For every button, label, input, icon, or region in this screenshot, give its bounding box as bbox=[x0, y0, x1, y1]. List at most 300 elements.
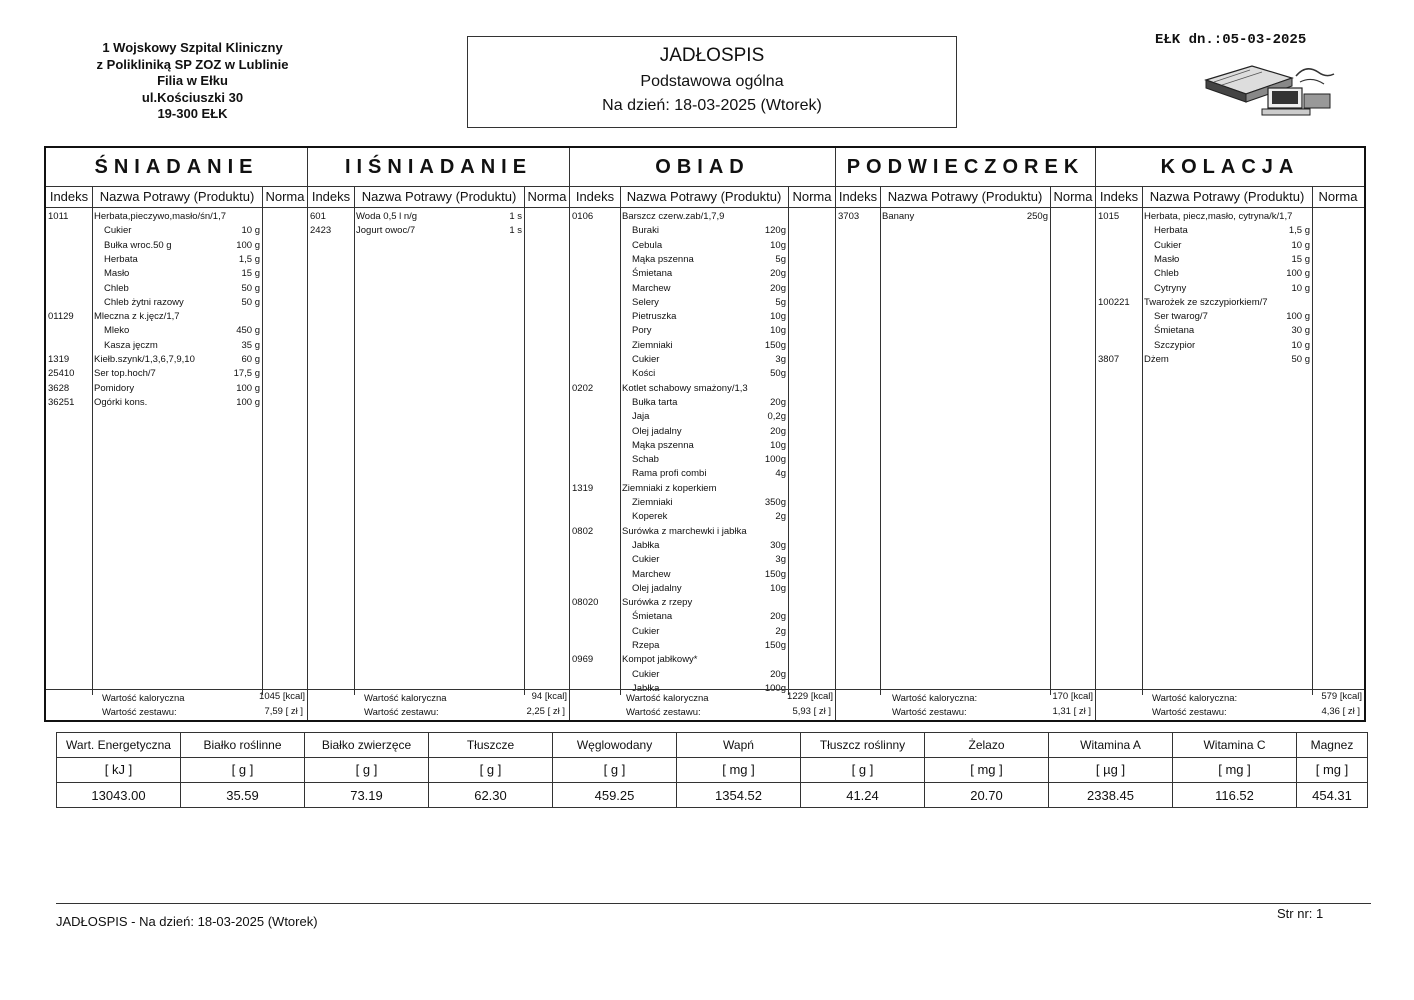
ingredient-name: Chleb bbox=[104, 282, 129, 294]
dish-name: Surówka z marchewki i jabłka bbox=[622, 525, 747, 537]
menu-row bbox=[570, 582, 835, 596]
dish-name: Twarożek ze szczypiorkiem/7 bbox=[1144, 296, 1268, 308]
item-index: 1319 bbox=[572, 482, 594, 494]
footer-title: JADŁOSPIS - Na dzień: 18-03-2025 (Wtorek) bbox=[56, 914, 318, 929]
calorie-value: 170 [kcal] bbox=[1052, 691, 1093, 702]
item-norm: 10g bbox=[770, 582, 786, 594]
nutrient-value: 1354.52 bbox=[715, 788, 762, 803]
item-norm: 3g bbox=[775, 554, 786, 566]
nutrient-value: 454.31 bbox=[1312, 788, 1352, 803]
menu-row bbox=[570, 282, 835, 296]
footer-divider bbox=[56, 903, 1371, 904]
cost-value: 7,59 [ zł ] bbox=[264, 706, 303, 717]
ingredient-name: Kości bbox=[632, 368, 656, 380]
column-header-norm: Norma bbox=[1050, 186, 1096, 208]
item-index: 0106 bbox=[572, 211, 594, 222]
calorie-label: Wartość kaloryczna bbox=[102, 693, 185, 704]
ingredient-name: Chleb bbox=[1154, 268, 1179, 280]
item-norm: 100 g bbox=[236, 382, 260, 394]
nutrient-value: 2338.45 bbox=[1087, 788, 1134, 803]
item-norm: 100 g bbox=[1286, 268, 1310, 280]
nutrient-unit: [ kJ ] bbox=[57, 758, 180, 783]
item-norm: 5g bbox=[775, 253, 786, 265]
menu-row bbox=[46, 296, 307, 310]
item-norm: 30 g bbox=[1291, 325, 1310, 337]
nutrient-label: Wart. Energetyczna bbox=[57, 733, 180, 758]
nutrient-label: Tłuszcze bbox=[429, 733, 552, 758]
meal-summary bbox=[570, 689, 835, 720]
item-norm: 10 g bbox=[241, 225, 260, 237]
menu-row bbox=[570, 324, 835, 338]
item-index: 01129 bbox=[48, 311, 74, 323]
nutrient-unit: [ mg ] bbox=[1297, 758, 1367, 783]
item-index: 1319 bbox=[48, 354, 70, 365]
item-norm: 17,5 g bbox=[233, 368, 260, 380]
ingredient-name: Masło bbox=[1154, 253, 1180, 265]
dish-name: Ser top.hoch/7 bbox=[94, 368, 156, 380]
calorie-label: Wartość kaloryczna: bbox=[1152, 693, 1238, 704]
meal-title: ŚNIADANIE bbox=[46, 148, 307, 187]
menu-row bbox=[1096, 253, 1364, 267]
column-header-norm: Norma bbox=[262, 186, 308, 208]
item-norm: 15 g bbox=[241, 268, 260, 280]
item-norm: 10g bbox=[770, 239, 786, 251]
ingredient-name: Mleko bbox=[104, 325, 130, 337]
dish-name: Woda 0,5 l n/g bbox=[356, 211, 418, 222]
nutrient-cell bbox=[305, 733, 429, 807]
meal-section bbox=[570, 148, 836, 720]
column-divider bbox=[880, 186, 881, 695]
ingredient-name: Bułka tarta bbox=[632, 396, 678, 408]
dish-name: Barszcz czerw.zab/1,7,9 bbox=[622, 211, 725, 222]
item-norm: 50 g bbox=[1291, 354, 1310, 365]
menu-row bbox=[570, 510, 835, 524]
nutrient-unit: [ mg ] bbox=[677, 758, 800, 783]
ingredient-name: Śmietana bbox=[632, 268, 673, 280]
nutrient-value: 459.25 bbox=[594, 788, 635, 803]
nutrient-label: Witamina C bbox=[1173, 733, 1296, 758]
column-header-index: Indeks bbox=[570, 186, 620, 208]
menu-row bbox=[570, 668, 835, 682]
item-norm: 120g bbox=[764, 225, 786, 237]
ingredient-name: Śmietana bbox=[632, 611, 673, 623]
nutrient-unit: [ g ] bbox=[801, 758, 924, 783]
column-header-name: Nazwa Potrawy (Produktu) bbox=[1142, 186, 1312, 208]
menu-row bbox=[570, 439, 835, 453]
item-norm: 10g bbox=[770, 439, 786, 451]
menu-row bbox=[570, 467, 835, 481]
item-index: 0802 bbox=[572, 525, 594, 537]
ingredient-name: Cukier bbox=[1154, 239, 1182, 251]
menu-row bbox=[1096, 224, 1364, 238]
ingredient-name: Ser twarog/7 bbox=[1154, 311, 1208, 323]
ingredient-name: Cukier bbox=[632, 625, 660, 637]
item-norm: 4g bbox=[775, 468, 786, 480]
menu-row bbox=[836, 210, 1095, 224]
column-header-index: Indeks bbox=[1096, 186, 1142, 208]
menu-row bbox=[308, 224, 569, 238]
document-title: JADŁOSPIS bbox=[659, 45, 765, 66]
ingredient-name: Ziemniaki bbox=[632, 497, 673, 508]
ingredient-name: Cukier bbox=[632, 668, 660, 680]
cost-label: Wartość zestawu: bbox=[102, 707, 177, 718]
item-norm: 10 g bbox=[1291, 239, 1310, 251]
nutrient-value: 13043.00 bbox=[91, 788, 146, 803]
nutrient-unit: [ mg ] bbox=[925, 758, 1048, 783]
nutrient-value: 73.19 bbox=[350, 788, 383, 803]
item-index: 3807 bbox=[1098, 354, 1120, 365]
item-norm: 20g bbox=[770, 668, 786, 680]
column-divider bbox=[524, 186, 525, 695]
nutrient-unit: [ g ] bbox=[305, 758, 428, 783]
meal-title: PODWIECZOREK bbox=[836, 148, 1095, 187]
item-index: 2423 bbox=[310, 225, 332, 237]
ingredient-name: Koperek bbox=[632, 511, 668, 523]
menu-row bbox=[570, 224, 835, 238]
item-norm: 100 g bbox=[236, 239, 260, 251]
dish-name: Kompot jabłkowy* bbox=[622, 654, 698, 666]
meal-title: KOLACJA bbox=[1096, 148, 1364, 187]
nutrient-unit: [ g ] bbox=[553, 758, 676, 783]
nutrient-value: 20.70 bbox=[970, 788, 1003, 803]
column-header-index: Indeks bbox=[836, 186, 880, 208]
ingredient-name: Mąka pszenna bbox=[632, 253, 694, 265]
ingredient-name: Cukier bbox=[632, 554, 660, 566]
ingredient-name: Pory bbox=[632, 325, 652, 337]
menu-row bbox=[570, 610, 835, 624]
dish-name: Herbata, piecz,masło, cytryna/k/1,7 bbox=[1144, 211, 1293, 222]
item-norm: 20g bbox=[770, 396, 786, 408]
item-norm: 20g bbox=[770, 268, 786, 280]
dish-name: Pomidory bbox=[94, 382, 135, 394]
menu-row bbox=[46, 239, 307, 253]
ingredient-name: Chleb żytni razowy bbox=[104, 296, 184, 308]
item-norm: 10 g bbox=[1291, 282, 1310, 294]
nutrient-label: Wapń bbox=[677, 733, 800, 758]
menu-row bbox=[1096, 296, 1364, 310]
menu-row bbox=[570, 239, 835, 253]
ingredient-name: Cebula bbox=[632, 239, 663, 251]
item-norm: 250g bbox=[1026, 211, 1048, 222]
cost-value: 5,93 [ zł ] bbox=[792, 706, 831, 717]
dish-name: Ogórki kons. bbox=[94, 396, 148, 408]
item-norm: 1,5 g bbox=[238, 253, 260, 265]
menu-row bbox=[570, 639, 835, 653]
nutrient-label: Witamina A bbox=[1049, 733, 1172, 758]
meal-summary bbox=[836, 689, 1095, 720]
menu-row bbox=[570, 553, 835, 567]
calorie-value: 94 [kcal] bbox=[531, 691, 567, 702]
ingredient-name: Cytryny bbox=[1154, 282, 1187, 294]
column-header-name: Nazwa Potrawy (Produktu) bbox=[354, 186, 524, 208]
item-norm: 1 s bbox=[509, 225, 522, 237]
meal-section bbox=[308, 148, 570, 720]
menu-row bbox=[1096, 267, 1364, 281]
hospital-line: ul.Kościuszki 30 bbox=[141, 89, 244, 105]
column-header-norm: Norma bbox=[788, 186, 836, 208]
ingredient-name: Jabłka bbox=[632, 539, 660, 551]
item-norm: 1 s bbox=[509, 211, 522, 222]
item-norm: 60 g bbox=[241, 354, 260, 365]
diet-name: Podstawowa ogólna bbox=[640, 73, 784, 90]
item-norm: 2g bbox=[775, 625, 786, 637]
ingredient-name: Śmietana bbox=[1154, 325, 1195, 337]
nutrient-cell bbox=[1173, 733, 1297, 807]
ingredient-name: Jaja bbox=[632, 411, 650, 423]
menu-row bbox=[570, 367, 835, 381]
item-index: 25410 bbox=[48, 368, 75, 380]
item-index: 601 bbox=[310, 211, 326, 222]
ingredient-name: Marchew bbox=[632, 282, 671, 294]
menu-row bbox=[570, 410, 835, 424]
item-index: 36251 bbox=[48, 396, 75, 408]
nutrient-cell bbox=[1297, 733, 1367, 807]
ingredient-name: Masło bbox=[104, 268, 130, 280]
menu-row bbox=[570, 296, 835, 310]
item-index: 1015 bbox=[1098, 211, 1120, 222]
ingredient-name: Rzepa bbox=[632, 640, 660, 651]
menu-row bbox=[1096, 339, 1364, 353]
meal-title: OBIAD bbox=[570, 148, 835, 187]
dish-name: Ziemniaki z koperkiem bbox=[622, 482, 717, 494]
item-norm: 35 g bbox=[241, 339, 260, 351]
ingredient-name: Olej jadalny bbox=[632, 582, 682, 594]
menu-row bbox=[570, 482, 835, 496]
menu-row bbox=[570, 210, 835, 224]
calorie-value: 1229 [kcal] bbox=[787, 691, 833, 702]
hospital-line: 19-300 EŁK bbox=[157, 106, 228, 121]
nutrient-label: Białko roślinne bbox=[181, 733, 304, 758]
item-norm: 450 g bbox=[236, 325, 260, 337]
cost-label: Wartość zestawu: bbox=[626, 707, 701, 718]
title-box bbox=[467, 36, 957, 128]
menu-table bbox=[44, 146, 1366, 722]
dish-name: Kiełb.szynk/1,3,6,7,9,10 bbox=[94, 354, 195, 365]
cost-label: Wartość zestawu: bbox=[1152, 707, 1227, 718]
calorie-label: Wartość kaloryczna: bbox=[892, 693, 978, 704]
item-norm: 5g bbox=[775, 296, 786, 308]
nutrient-cell bbox=[429, 733, 553, 807]
column-header-index: Indeks bbox=[46, 186, 92, 208]
nutrient-cell bbox=[677, 733, 801, 807]
menu-row bbox=[46, 367, 307, 381]
menu-row bbox=[46, 382, 307, 396]
menu-row bbox=[308, 210, 569, 224]
column-header-name: Nazwa Potrawy (Produktu) bbox=[620, 186, 788, 208]
item-index: 0202 bbox=[572, 382, 594, 394]
calorie-value: 1045 [kcal] bbox=[259, 691, 305, 702]
menu-row bbox=[46, 339, 307, 353]
menu-row bbox=[46, 210, 307, 224]
ingredient-name: Pietruszka bbox=[632, 311, 677, 323]
nutrient-value: 35.59 bbox=[226, 788, 259, 803]
column-header-norm: Norma bbox=[524, 186, 570, 208]
menu-row bbox=[570, 310, 835, 324]
column-header-name: Nazwa Potrawy (Produktu) bbox=[880, 186, 1050, 208]
item-norm: 10g bbox=[770, 311, 786, 323]
calorie-value: 579 [kcal] bbox=[1321, 691, 1362, 702]
column-header-name: Nazwa Potrawy (Produktu) bbox=[92, 186, 262, 208]
menu-row bbox=[1096, 239, 1364, 253]
item-norm: 3g bbox=[775, 354, 786, 365]
meal-section bbox=[46, 148, 308, 720]
nutrient-value: 62.30 bbox=[474, 788, 507, 803]
menu-row bbox=[570, 539, 835, 553]
ingredient-name: Jabłka bbox=[632, 682, 660, 694]
item-norm: 20g bbox=[770, 282, 786, 294]
item-norm: 10 g bbox=[1291, 339, 1310, 351]
nutrient-label: Węglowodany bbox=[553, 733, 676, 758]
menu-row bbox=[46, 267, 307, 281]
menu-row bbox=[570, 396, 835, 410]
dish-name: Jogurt owoc/7 bbox=[356, 225, 416, 237]
hospital-line: 1 Wojskowy Szpital Kliniczny bbox=[102, 40, 283, 55]
menu-row bbox=[46, 324, 307, 338]
menu-row bbox=[570, 267, 835, 281]
menu-row bbox=[570, 353, 835, 367]
column-header-index: Indeks bbox=[308, 186, 354, 208]
item-norm: 350g bbox=[764, 497, 786, 508]
menu-row bbox=[570, 425, 835, 439]
ingredient-name: Mąka pszenna bbox=[632, 439, 694, 451]
ingredient-name: Cukier bbox=[104, 225, 132, 237]
menu-row bbox=[570, 568, 835, 582]
ingredient-name: Olej jadalny bbox=[632, 425, 682, 437]
item-norm: 1,5 g bbox=[1288, 225, 1310, 237]
ingredient-name: Kasza jęczm bbox=[104, 339, 158, 351]
meal-summary bbox=[1096, 689, 1364, 720]
column-header-norm: Norma bbox=[1312, 186, 1364, 208]
dish-name: Surówka z rzepy bbox=[622, 597, 693, 609]
item-norm: 20g bbox=[770, 425, 786, 437]
nutrient-cell bbox=[801, 733, 925, 807]
menu-row bbox=[46, 310, 307, 324]
ingredient-name: Ziemniaki bbox=[632, 339, 673, 351]
nutrient-cell bbox=[1049, 733, 1173, 807]
nutrient-value: 41.24 bbox=[846, 788, 879, 803]
item-index: 08020 bbox=[572, 597, 599, 609]
item-index: 3703 bbox=[838, 211, 860, 222]
item-norm: 150g bbox=[764, 339, 786, 351]
menu-row bbox=[46, 282, 307, 296]
nutrient-cell bbox=[57, 733, 181, 807]
cost-label: Wartość zestawu: bbox=[892, 707, 967, 718]
nutrient-unit: [ mg ] bbox=[1173, 758, 1296, 783]
nutrient-value: 116.52 bbox=[1215, 788, 1254, 803]
item-index: 1011 bbox=[48, 211, 69, 222]
item-norm: 15 g bbox=[1291, 253, 1310, 265]
nutrient-label: Tłuszcz roślinny bbox=[801, 733, 924, 758]
ingredient-name: Buraki bbox=[632, 225, 659, 237]
meal-summary bbox=[308, 689, 569, 720]
item-norm: 2g bbox=[775, 511, 786, 523]
menu-row bbox=[570, 625, 835, 639]
ingredient-name: Cukier bbox=[632, 354, 660, 365]
nutrient-unit: [ µg ] bbox=[1049, 758, 1172, 783]
menu-date: Na dzień: 18-03-2025 (Wtorek) bbox=[602, 97, 822, 114]
nutrient-label: Żelazo bbox=[925, 733, 1048, 758]
column-divider bbox=[1050, 186, 1051, 695]
calorie-label: Wartość kaloryczna bbox=[364, 693, 447, 704]
menu-row bbox=[1096, 210, 1364, 224]
ingredient-name: Selery bbox=[632, 296, 659, 308]
nutrient-unit: [ g ] bbox=[429, 758, 552, 783]
item-index: 100221 bbox=[1098, 296, 1130, 308]
dish-name: Dżem bbox=[1144, 354, 1169, 365]
item-index: 0969 bbox=[572, 654, 594, 666]
cost-value: 4,36 [ zł ] bbox=[1321, 706, 1360, 717]
menu-row bbox=[46, 396, 307, 410]
page-number: Str nr: 1 bbox=[1277, 906, 1324, 921]
dish-name: Banany bbox=[882, 211, 915, 222]
ingredient-name: Marchew bbox=[632, 568, 671, 580]
nutrient-label: Magnez bbox=[1297, 733, 1367, 758]
item-norm: 100 g bbox=[236, 396, 260, 408]
hospital-line: z Polikliniką SP ZOZ w Lublinie bbox=[96, 56, 289, 72]
book-computer-logo-icon bbox=[1200, 58, 1340, 120]
nutrition-table bbox=[56, 732, 1368, 808]
nutrient-label: Białko zwierzęce bbox=[305, 733, 428, 758]
item-norm: 0,2g bbox=[767, 411, 786, 423]
menu-row bbox=[46, 353, 307, 367]
item-norm: 20g bbox=[770, 611, 786, 623]
menu-row bbox=[1096, 324, 1364, 338]
item-norm: 100 g bbox=[1286, 311, 1310, 323]
item-norm: 50 g bbox=[241, 282, 260, 294]
menu-row bbox=[570, 453, 835, 467]
cost-value: 1,31 [ zł ] bbox=[1052, 706, 1091, 717]
menu-row bbox=[1096, 353, 1364, 367]
menu-row bbox=[570, 253, 835, 267]
menu-row bbox=[1096, 282, 1364, 296]
cost-value: 2,25 [ zł ] bbox=[526, 706, 565, 717]
menu-row bbox=[570, 496, 835, 510]
meal-section bbox=[1096, 148, 1364, 720]
ingredient-name: Bułka wroc.50 g bbox=[104, 239, 172, 251]
item-norm: 10g bbox=[770, 325, 786, 337]
menu-row bbox=[570, 382, 835, 396]
menu-row bbox=[570, 339, 835, 353]
nutrient-unit: [ g ] bbox=[181, 758, 304, 783]
ingredient-name: Szczypior bbox=[1154, 339, 1196, 351]
dish-name: Herbata,pieczywo,masło/śn/1,7 bbox=[94, 211, 227, 222]
item-norm: 150g bbox=[764, 640, 786, 651]
meal-summary bbox=[46, 689, 307, 720]
item-norm: 100g bbox=[764, 682, 786, 694]
item-norm: 100g bbox=[764, 454, 786, 466]
item-norm: 50g bbox=[770, 368, 786, 380]
ingredient-name: Rama profi combi bbox=[632, 468, 707, 480]
ingredient-name: Herbata bbox=[1154, 225, 1188, 237]
cost-label: Wartość zestawu: bbox=[364, 707, 439, 718]
meal-section bbox=[836, 148, 1096, 720]
menu-row bbox=[570, 653, 835, 667]
ingredient-name: Schab bbox=[632, 454, 659, 466]
column-divider bbox=[354, 186, 355, 695]
nutrient-cell bbox=[553, 733, 677, 807]
menu-row bbox=[570, 525, 835, 539]
dish-name: Mleczna z k.jęcz/1,7 bbox=[94, 311, 180, 323]
nutrient-cell bbox=[925, 733, 1049, 807]
hospital-line: Filia w Ełku bbox=[157, 73, 228, 88]
menu-row bbox=[46, 224, 307, 238]
hospital-address bbox=[60, 40, 325, 123]
item-norm: 150g bbox=[764, 568, 786, 580]
meal-title: IIŚNIADANIE bbox=[308, 148, 569, 187]
calorie-label: Wartość kaloryczna bbox=[626, 693, 709, 704]
nutrient-cell bbox=[181, 733, 305, 807]
item-norm: 50 g bbox=[241, 296, 260, 308]
